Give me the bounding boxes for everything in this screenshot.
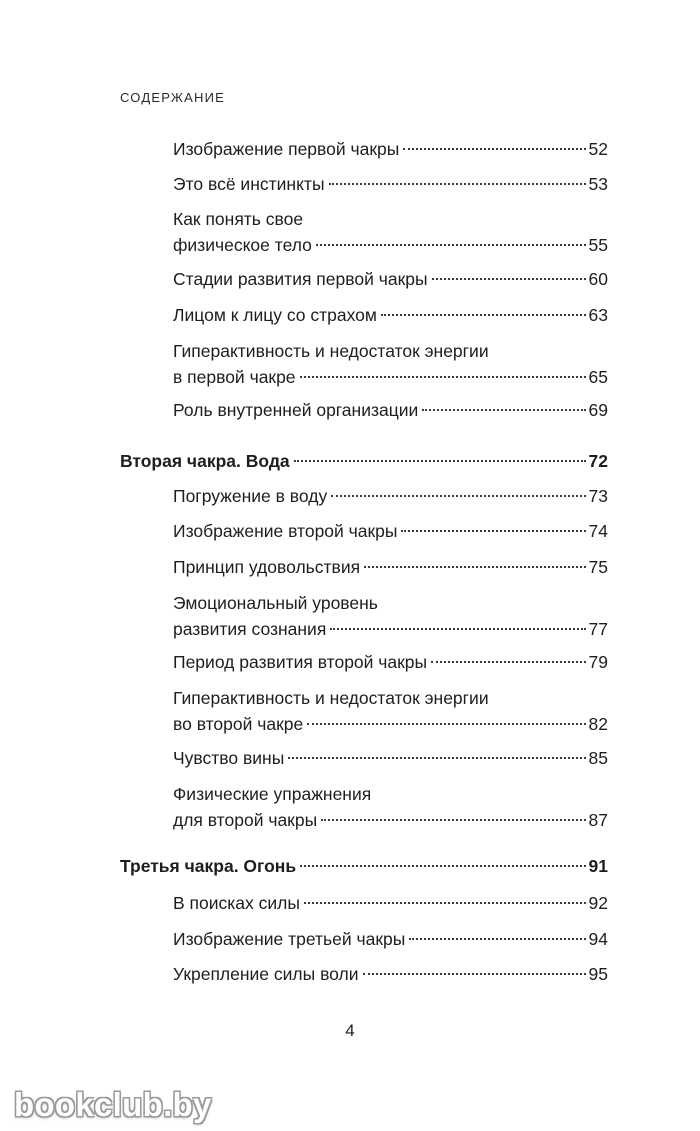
toc-entry-page: 87	[588, 810, 608, 830]
running-head: СОДЕРЖАНИЕ	[120, 90, 226, 105]
toc-entry-page: 95	[588, 964, 608, 984]
toc-entry	[173, 302, 608, 328]
dot-leader	[409, 938, 585, 940]
toc-entry	[173, 518, 608, 544]
toc-entry	[173, 338, 608, 390]
toc-entry-page: 74	[588, 521, 608, 541]
toc-entry	[173, 590, 608, 642]
toc-entry-title: физическое тело	[173, 235, 312, 255]
toc-entry-title: во второй чакре	[173, 714, 304, 734]
toc-entry-page: 73	[588, 486, 608, 506]
dot-leader	[316, 244, 586, 246]
toc-entry	[173, 781, 608, 833]
toc-chapter-title: Третья чакра. Огонь	[120, 856, 297, 876]
toc-entry-title: Изображение третьей чакры	[173, 929, 406, 949]
toc-entry	[173, 397, 608, 423]
dot-leader	[331, 495, 585, 497]
dot-leader	[321, 819, 585, 821]
toc-entry-page: 52	[588, 139, 608, 159]
dot-leader	[363, 973, 586, 975]
toc-entry	[173, 745, 608, 771]
toc-entry-title: Изображение второй чакры	[173, 521, 398, 541]
dot-leader	[304, 902, 586, 904]
toc-entry	[173, 483, 608, 509]
toc-entry-title: в первой чакре	[173, 367, 296, 387]
toc-entry-title: развития сознания	[173, 619, 327, 639]
toc-entry-page: 69	[588, 400, 608, 420]
toc-entry-page: 53	[588, 174, 608, 194]
toc-entry-page: 63	[588, 305, 608, 325]
toc-entry-title-line: Эмоциональный уровень	[173, 593, 378, 613]
toc-entry-title: Период развития второй чакры	[173, 652, 428, 672]
dot-leader	[432, 278, 586, 280]
toc-entry-title: Укрепление силы воли	[173, 964, 359, 984]
dot-leader	[422, 409, 585, 411]
toc-entry-page: 94	[588, 929, 608, 949]
dot-leader	[364, 566, 585, 568]
dot-leader	[403, 148, 585, 150]
dot-leader	[307, 723, 585, 725]
toc-chapter	[120, 448, 608, 474]
toc-chapter-page: 91	[588, 856, 608, 876]
toc-entry-page: 82	[588, 714, 608, 734]
toc-entry-title: Стадии развития первой чакры	[173, 269, 428, 289]
toc-entry-page: 60	[588, 269, 608, 289]
toc-entry-title: Лицом к лицу со страхом	[173, 305, 377, 325]
toc-entry-page: 79	[588, 652, 608, 672]
toc-entry-title: Изображение первой чакры	[173, 139, 400, 159]
toc-entry	[173, 649, 608, 675]
toc-entry-page: 85	[588, 748, 608, 768]
toc-entry	[173, 171, 608, 197]
page-number: 4	[345, 1021, 355, 1040]
toc-entry	[173, 890, 608, 916]
dot-leader	[381, 314, 586, 316]
toc-entry-page: 65	[588, 367, 608, 387]
toc-entry-page: 55	[588, 235, 608, 255]
toc-entry-title-line: Физические упражнения	[173, 784, 372, 804]
toc-entry	[173, 136, 608, 162]
toc-entry	[173, 685, 608, 737]
toc-entry-page: 92	[588, 893, 608, 913]
toc-entry	[173, 554, 608, 580]
toc-entry-page: 77	[588, 619, 608, 639]
toc-entry	[173, 266, 608, 292]
toc-entry	[173, 206, 608, 258]
watermark-logo: bookclub.by	[14, 1086, 212, 1123]
dot-leader	[294, 460, 586, 462]
dot-leader	[401, 530, 585, 532]
toc-chapter	[120, 853, 608, 879]
dot-leader	[288, 757, 585, 759]
toc-chapter-page: 72	[588, 451, 608, 471]
dot-leader	[300, 376, 586, 378]
dot-leader	[431, 661, 585, 663]
toc-chapter-title: Вторая чакра. Вода	[120, 451, 290, 471]
toc-entry-title: Погружение в воду	[173, 486, 328, 506]
toc-entry-title-line: Гиперактивность и недостаток энергии	[173, 688, 489, 708]
toc-entry-title: Роль внутренней организации	[173, 400, 419, 420]
dot-leader	[329, 183, 586, 185]
dot-leader	[330, 628, 585, 630]
toc-entry-title: В поисках силы	[173, 893, 300, 913]
toc-entry-title: Чувство вины	[173, 748, 285, 768]
toc-entry	[173, 926, 608, 952]
toc-entry-title-line: Гиперактивность и недостаток энергии	[173, 341, 489, 361]
toc-entry	[173, 961, 608, 987]
dot-leader	[300, 865, 585, 867]
toc-entry-title-line: Как понять свое	[173, 209, 304, 229]
toc-entry-page: 75	[588, 557, 608, 577]
toc-entry-title: для второй чакры	[173, 810, 318, 830]
toc-entry-title: Принцип удовольствия	[173, 557, 361, 577]
toc-entry-title: Это всё инстинкты	[173, 174, 325, 194]
